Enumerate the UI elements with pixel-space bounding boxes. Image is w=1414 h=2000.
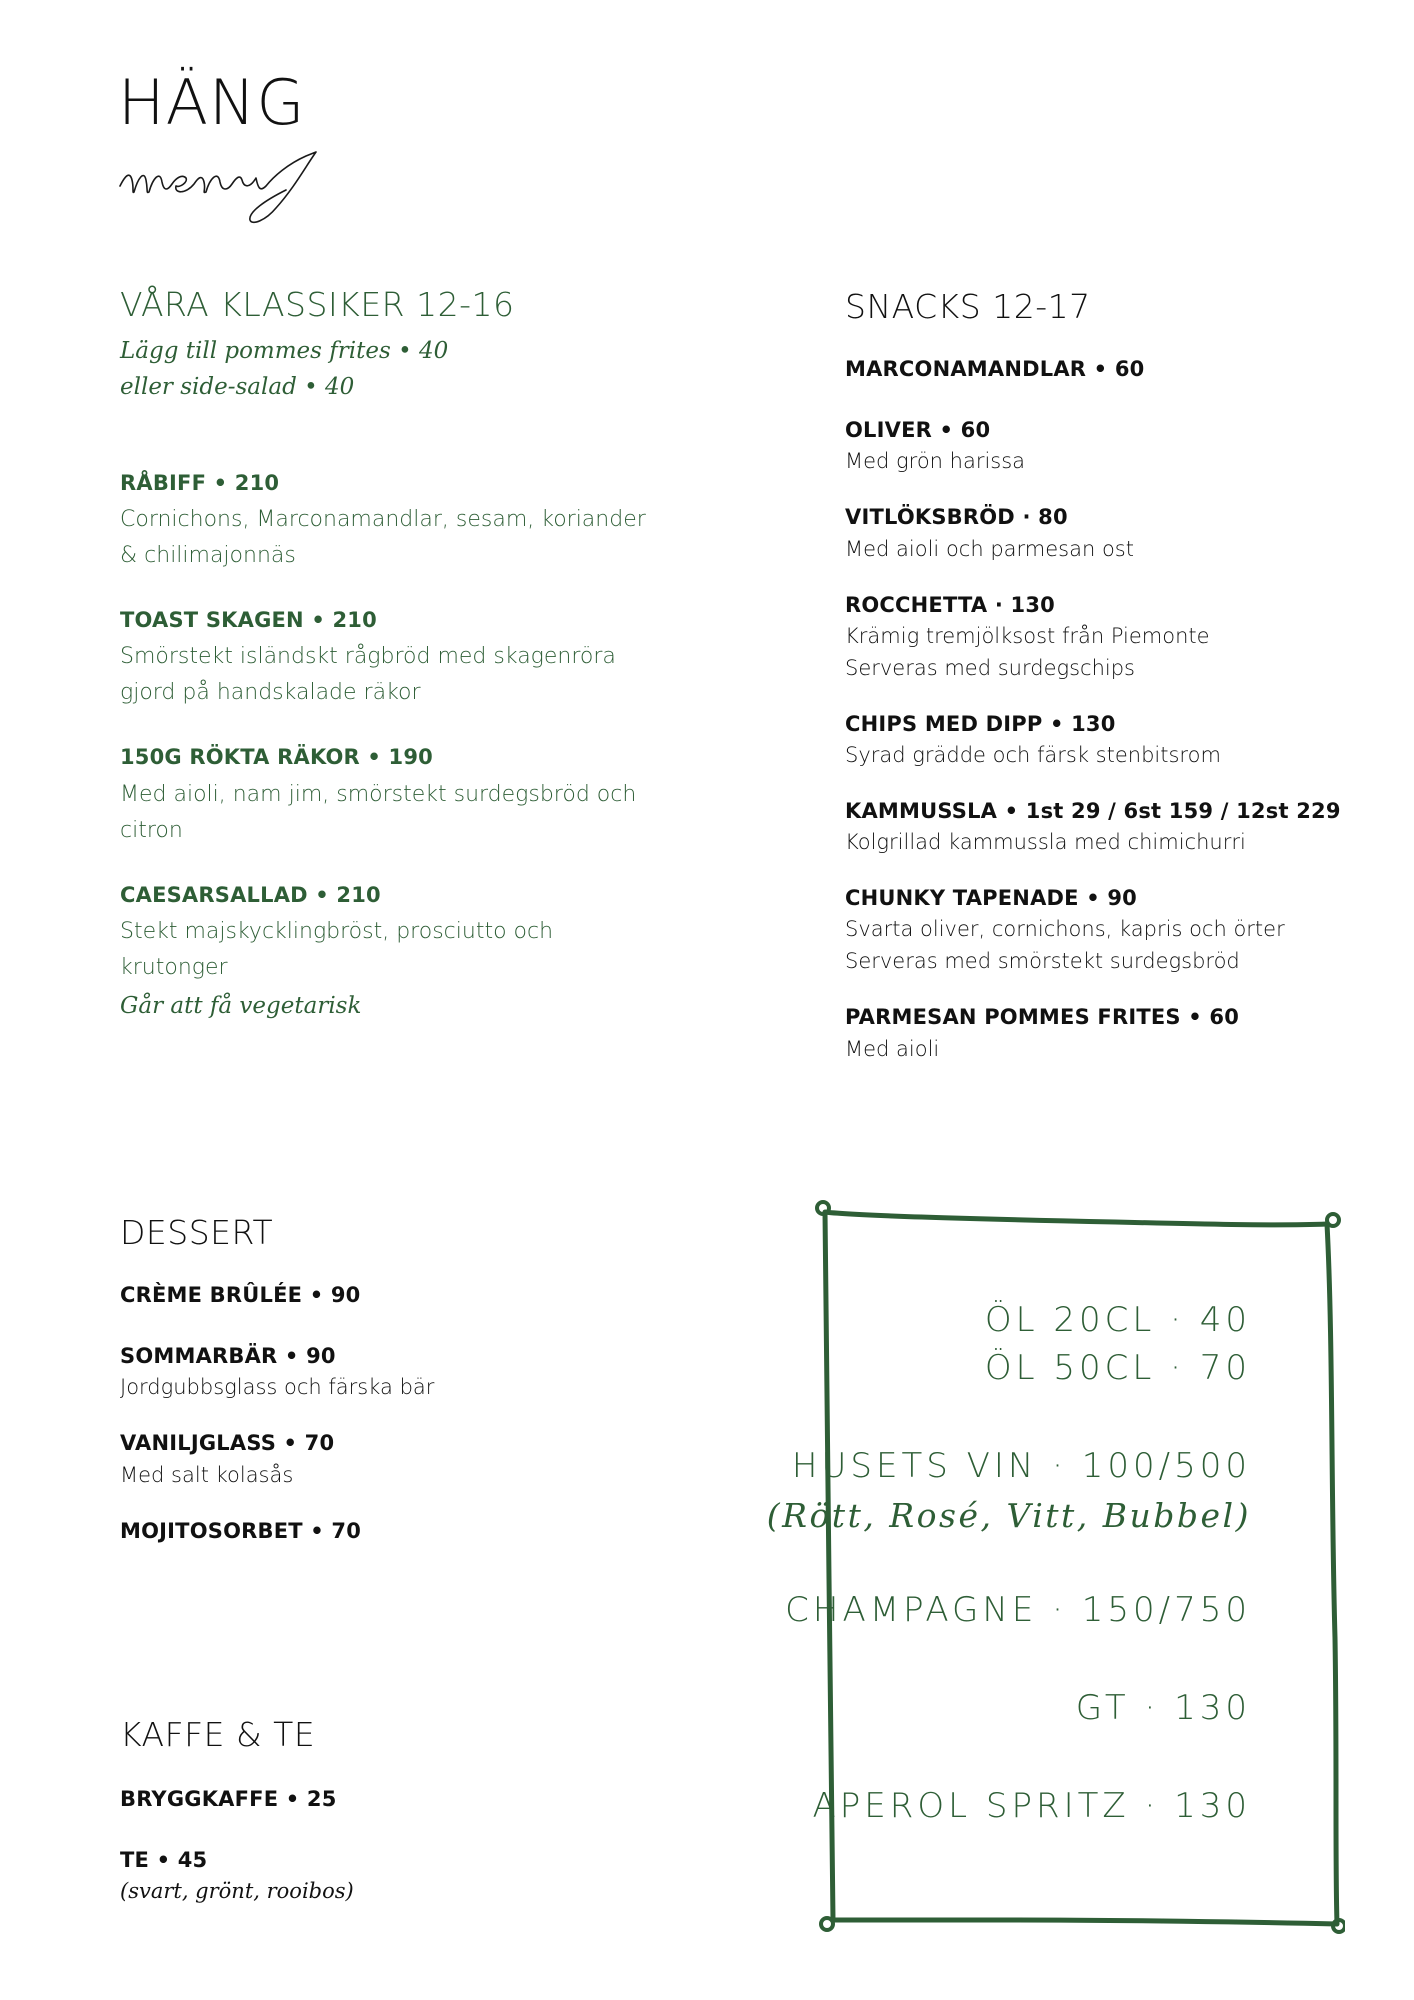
snacks-section <box>845 287 1365 1065</box>
item-title: PARMESAN POMMES FRITES • 60 <box>845 1005 1240 1030</box>
snacks-title: SNACKS 12-17 <box>845 287 1091 326</box>
menu-item <box>845 357 1365 382</box>
item-note: (svart, grönt, rooibos) <box>120 1879 354 1904</box>
item-title: TE • 45 <box>120 1848 208 1873</box>
classics-note: Lägg till pommes frites • 40 <box>120 338 449 364</box>
item-description: Med aioli <box>845 1036 940 1061</box>
item-description: Cornichons, Marconamandlar, sesam, koriander <box>120 507 646 533</box>
item-title: RÅBIFF • 210 <box>120 471 280 495</box>
item-description: Jordgubbsglass och färska bär <box>120 1375 435 1400</box>
drink-beer-20cl: ÖL 20CL · 40 <box>984 1300 1251 1340</box>
menu-item <box>120 1519 680 1544</box>
classics-title: VÅRA KLASSIKER 12-16 <box>120 285 515 324</box>
item-description: Svarta oliver, cornichons, kapris och örter <box>845 917 1285 942</box>
dessert-section <box>120 1213 680 1544</box>
item-description: & chilimajonnäs <box>120 543 296 569</box>
item-title: 150G RÖKTA RÄKOR • 190 <box>120 745 433 770</box>
drink-house-wine: HUSETS VIN · 100/500 <box>791 1446 1251 1486</box>
item-title: SOMMARBÄR • 90 <box>120 1344 336 1369</box>
menu-script-logo <box>116 148 356 232</box>
drinks-list <box>731 1296 1251 1830</box>
item-description: Med aioli, nam jim, smörstekt surdegsbröd och <box>120 781 637 807</box>
menu-item <box>845 1005 1365 1064</box>
menu-item <box>120 745 680 848</box>
item-title: TOAST SKAGEN • 210 <box>120 608 377 633</box>
item-title: BRYGGKAFFE • 25 <box>120 1787 337 1811</box>
menu-item <box>845 799 1365 858</box>
menu-item <box>845 712 1365 771</box>
dessert-title: DESSERT <box>120 1213 274 1252</box>
classics-section <box>120 285 680 1052</box>
menu-item <box>845 418 1365 477</box>
menu-item <box>120 1787 680 1812</box>
menu-item <box>120 608 680 711</box>
item-description: Smörstekt isländskt rågbröd med skagenröra <box>120 644 616 670</box>
item-title: MOJITOSORBET • 70 <box>120 1518 362 1543</box>
item-title: CHUNKY TAPENADE • 90 <box>845 886 1137 911</box>
item-title: CHIPS MED DIPP • 130 <box>845 711 1116 736</box>
menu-item <box>120 883 680 1024</box>
item-description: Kolgrillad kammussla med chimichurri <box>845 830 1246 855</box>
item-description: Med aioli och parmesan ost <box>845 536 1134 561</box>
item-title: CAESARSALLAD • 210 <box>120 882 381 907</box>
drink-wine-note: (Rött, Rosé, Vitt, Bubbel) <box>766 1496 1251 1535</box>
drink-aperol-spritz: APEROL SPRITZ · 130 <box>812 1786 1251 1826</box>
menu-item <box>120 1848 680 1907</box>
item-description: Stekt majskycklingbröst, prosciutto och <box>120 918 554 944</box>
item-title: VITLÖKSBRÖD · 80 <box>845 505 1068 530</box>
item-description: Syrad grädde och färsk stenbitsrom <box>845 742 1221 767</box>
drink-beer-50cl: ÖL 50CL · 70 <box>984 1348 1251 1388</box>
restaurant-logo: HÄNG <box>118 66 306 139</box>
drink-champagne: CHAMPAGNE · 150/750 <box>785 1590 1251 1630</box>
menu-item <box>120 471 680 574</box>
item-note: Går att få vegetarisk <box>120 992 362 1019</box>
coffee-title: KAFFE & TE <box>120 1715 316 1754</box>
drinks-box <box>766 1198 1345 1936</box>
menu-item <box>845 593 1365 684</box>
item-title: MARCONAMANDLAR • 60 <box>845 357 1145 381</box>
item-description: gjord på handskalade räkor <box>120 680 421 706</box>
item-description: citron <box>120 817 183 843</box>
item-title: KAMMUSSLA • 1st 29 / 6st 159 / 12st 229 <box>845 798 1341 823</box>
item-description: Serveras med surdegschips <box>845 655 1136 680</box>
menu-item <box>845 886 1365 977</box>
item-title: ROCCHETTA · 130 <box>845 592 1055 617</box>
menu-item <box>120 1283 680 1308</box>
item-description: krutonger <box>120 954 228 980</box>
item-title: VANILJGLASS • 70 <box>120 1431 335 1456</box>
menu-item <box>120 1344 680 1403</box>
menu-item <box>845 505 1365 564</box>
item-description: Med grön harissa <box>845 449 1026 474</box>
item-description: Krämig tremjölksost från Piemonte <box>845 623 1210 648</box>
item-description: Med salt kolasås <box>120 1462 294 1487</box>
menu-item <box>120 1431 680 1490</box>
drink-gt: GT · 130 <box>1075 1688 1251 1728</box>
item-title: CRÈME BRÛLÉE • 90 <box>120 1283 361 1307</box>
coffee-section <box>120 1715 680 1907</box>
item-title: OLIVER • 60 <box>845 418 991 443</box>
classics-note: eller side-salad • 40 <box>120 374 355 400</box>
item-description: Serveras med smörstekt surdegsbröd <box>845 949 1240 974</box>
